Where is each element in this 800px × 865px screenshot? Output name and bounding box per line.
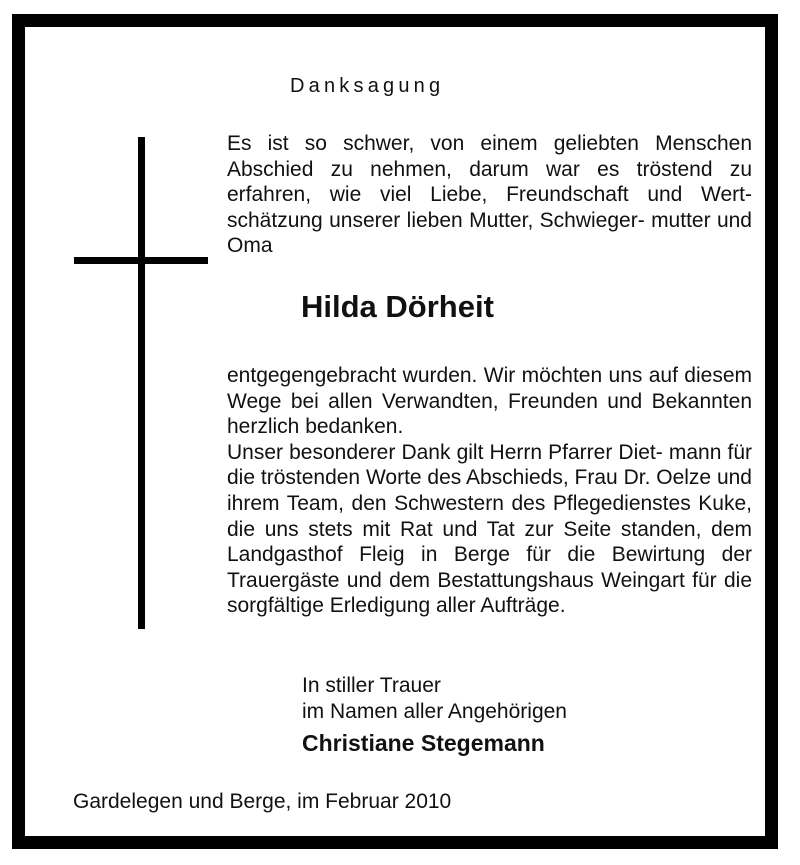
intro-paragraph: Es ist so schwer, von einem geliebten Menschen Abschied zu nehmen, darum war es tröstend zu erfahren, wie viel Liebe, Freundschaft und Wert- schätzung unserer lieben Mutter, Schwieger- mutter und Oma: [227, 132, 752, 258]
place-date: Gardelegen und Berge, im Februar 2010: [73, 790, 452, 813]
obituary-notice: [12, 14, 778, 849]
closing-line: In stiller Trauer: [302, 674, 441, 697]
cross-icon: [138, 137, 145, 629]
notice-heading: Danksagung: [290, 75, 445, 97]
deceased-name: Hilda Dörheit: [301, 289, 494, 324]
signatory-name: Christiane Stegemann: [302, 730, 545, 756]
thanks-block: [227, 363, 752, 619]
special-thanks-paragraph: Unser besonderer Dank gilt Herrn Pfarrer Diet- mann für die tröstenden Worte des Abschieds, Frau Dr. Oelze und ihrem Team, den Schwestern des Pflegedienstes Kuke, die uns stets mit Rat und Tat zur Seite standen, dem Landgasthof Fleig in Berge für die Bewirtung der Trauergäste und dem Bestattungshaus Weingart für die sorgfältige Erledigung aller Aufträge.: [227, 440, 752, 618]
cross-icon-crossbar: [74, 257, 208, 264]
thanks-paragraph: entgegengebracht wurden. Wir möchten uns auf diesem Wege bei allen Verwandten, Freunden und Bekannten herzlich bedanken.: [227, 364, 752, 439]
closing-line-family: im Namen aller Angehörigen: [302, 700, 567, 723]
